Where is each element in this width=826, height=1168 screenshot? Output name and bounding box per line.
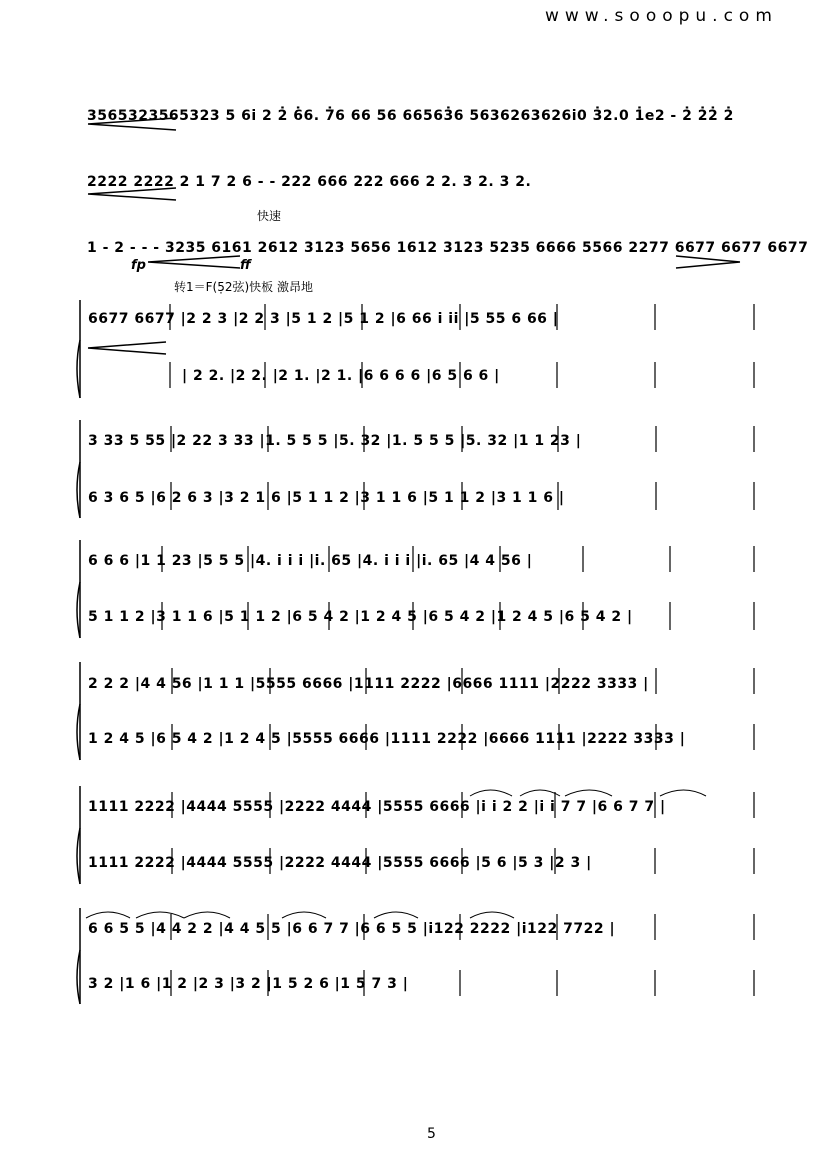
dynamic-fp: fp bbox=[131, 258, 146, 273]
score-line-6-accomp: 5 1 1 2 |3 1 1 6 |5 1 1 2 |6 5 4 2 |1 2 4 5 |6 5 4 2 |1 2 4 5 |6 5 4 2 | bbox=[88, 609, 633, 625]
score-line-2: 2222 2222 2 1 7 2 6 - - 222 666 222 666 2 2. 3 2. 3 2. bbox=[87, 174, 532, 190]
page-number: 5 bbox=[427, 1126, 436, 1142]
score-line-3: 1 - 2 - - - 3235 6161 2612 3123 5656 1612 3123 5235 6666 5566 2277 6677 6677 6677 bbox=[87, 240, 809, 256]
site-url: www.sooopu.com bbox=[545, 6, 778, 26]
tempo-mark: 快速 bbox=[257, 209, 282, 223]
score-line-7-accomp: 1 2 4 5 |6 5 4 2 |1 2 4 5 |5555 6666 |1111 2222 |6666 1111 |2222 3333 | bbox=[88, 731, 686, 747]
score-line-7-melody: 2 2 2 |4 4 56 |1 1 1 |5555 6666 |1111 2222 |6666 1111 |2222 3333 | bbox=[88, 676, 649, 692]
key-change-label: 转1＝F(5̣2弦)快板 激昂地 bbox=[174, 280, 313, 294]
score-line-4-melody: 6677 6677 |2 2 3 |2 2 3 |5 1 2 |5 1 2 |6 66 i ii |5 55 6 66 | bbox=[88, 311, 559, 327]
score-line-4-accomp: | 2 2. |2 2. |2 1. |2 1. |6 6 6 6 |6 5 6 6 | bbox=[182, 368, 500, 384]
score-line-8-melody: 1111 2222 |4444 5555 |2222 4444 |5555 6666 |i i 2 2 |i i 7 7 |6 6 7 7 | bbox=[88, 799, 666, 815]
score-line-5-melody: 3 33 5 55 |2 22 3 33 |1. 5 5 5 |5. 32 |1. 5 5 5 |5. 32 |1 1 23 | bbox=[88, 433, 582, 449]
score-line-5-accomp: 6 3 6 5 |6 2 6 3 |3 2 1 6 |5 1 1 2 |3 1 1 6 |5 1 1 2 |3 1 1 6 | bbox=[88, 490, 565, 506]
score-line-9-melody: 6 6 5 5 |4 4 2 2 |4 4 5 5 |6 6 7 7 |6 6 5 5 |i122 2222 |i122 7722 | bbox=[88, 921, 616, 937]
score-line-9-accomp: 3 2 |1 6 |1 2 |2 3 |3 2 |1 5 2 6 |1 5 7 3 | bbox=[88, 976, 409, 992]
dynamic-ff: ff bbox=[240, 258, 251, 273]
score-line-6-melody: 6 6 6 |1 1 23 |5 5 5 |4. i i i |i. 65 |4. i i i |i. 65 |4 4 56 | bbox=[88, 553, 533, 569]
score-line-8-accomp: 1111 2222 |4444 5555 |2222 4444 |5555 6666 |5 6 |5 3 |2 3 | bbox=[88, 855, 592, 871]
score-line-1: 3565323565323 5 6i 2 2̇ 6̇6. 7̇6 66 56 66563̇6 5636263626i0 3̇2.0 1̇e2 - 2̇ 2̇2̇ 2̇ bbox=[87, 108, 734, 124]
